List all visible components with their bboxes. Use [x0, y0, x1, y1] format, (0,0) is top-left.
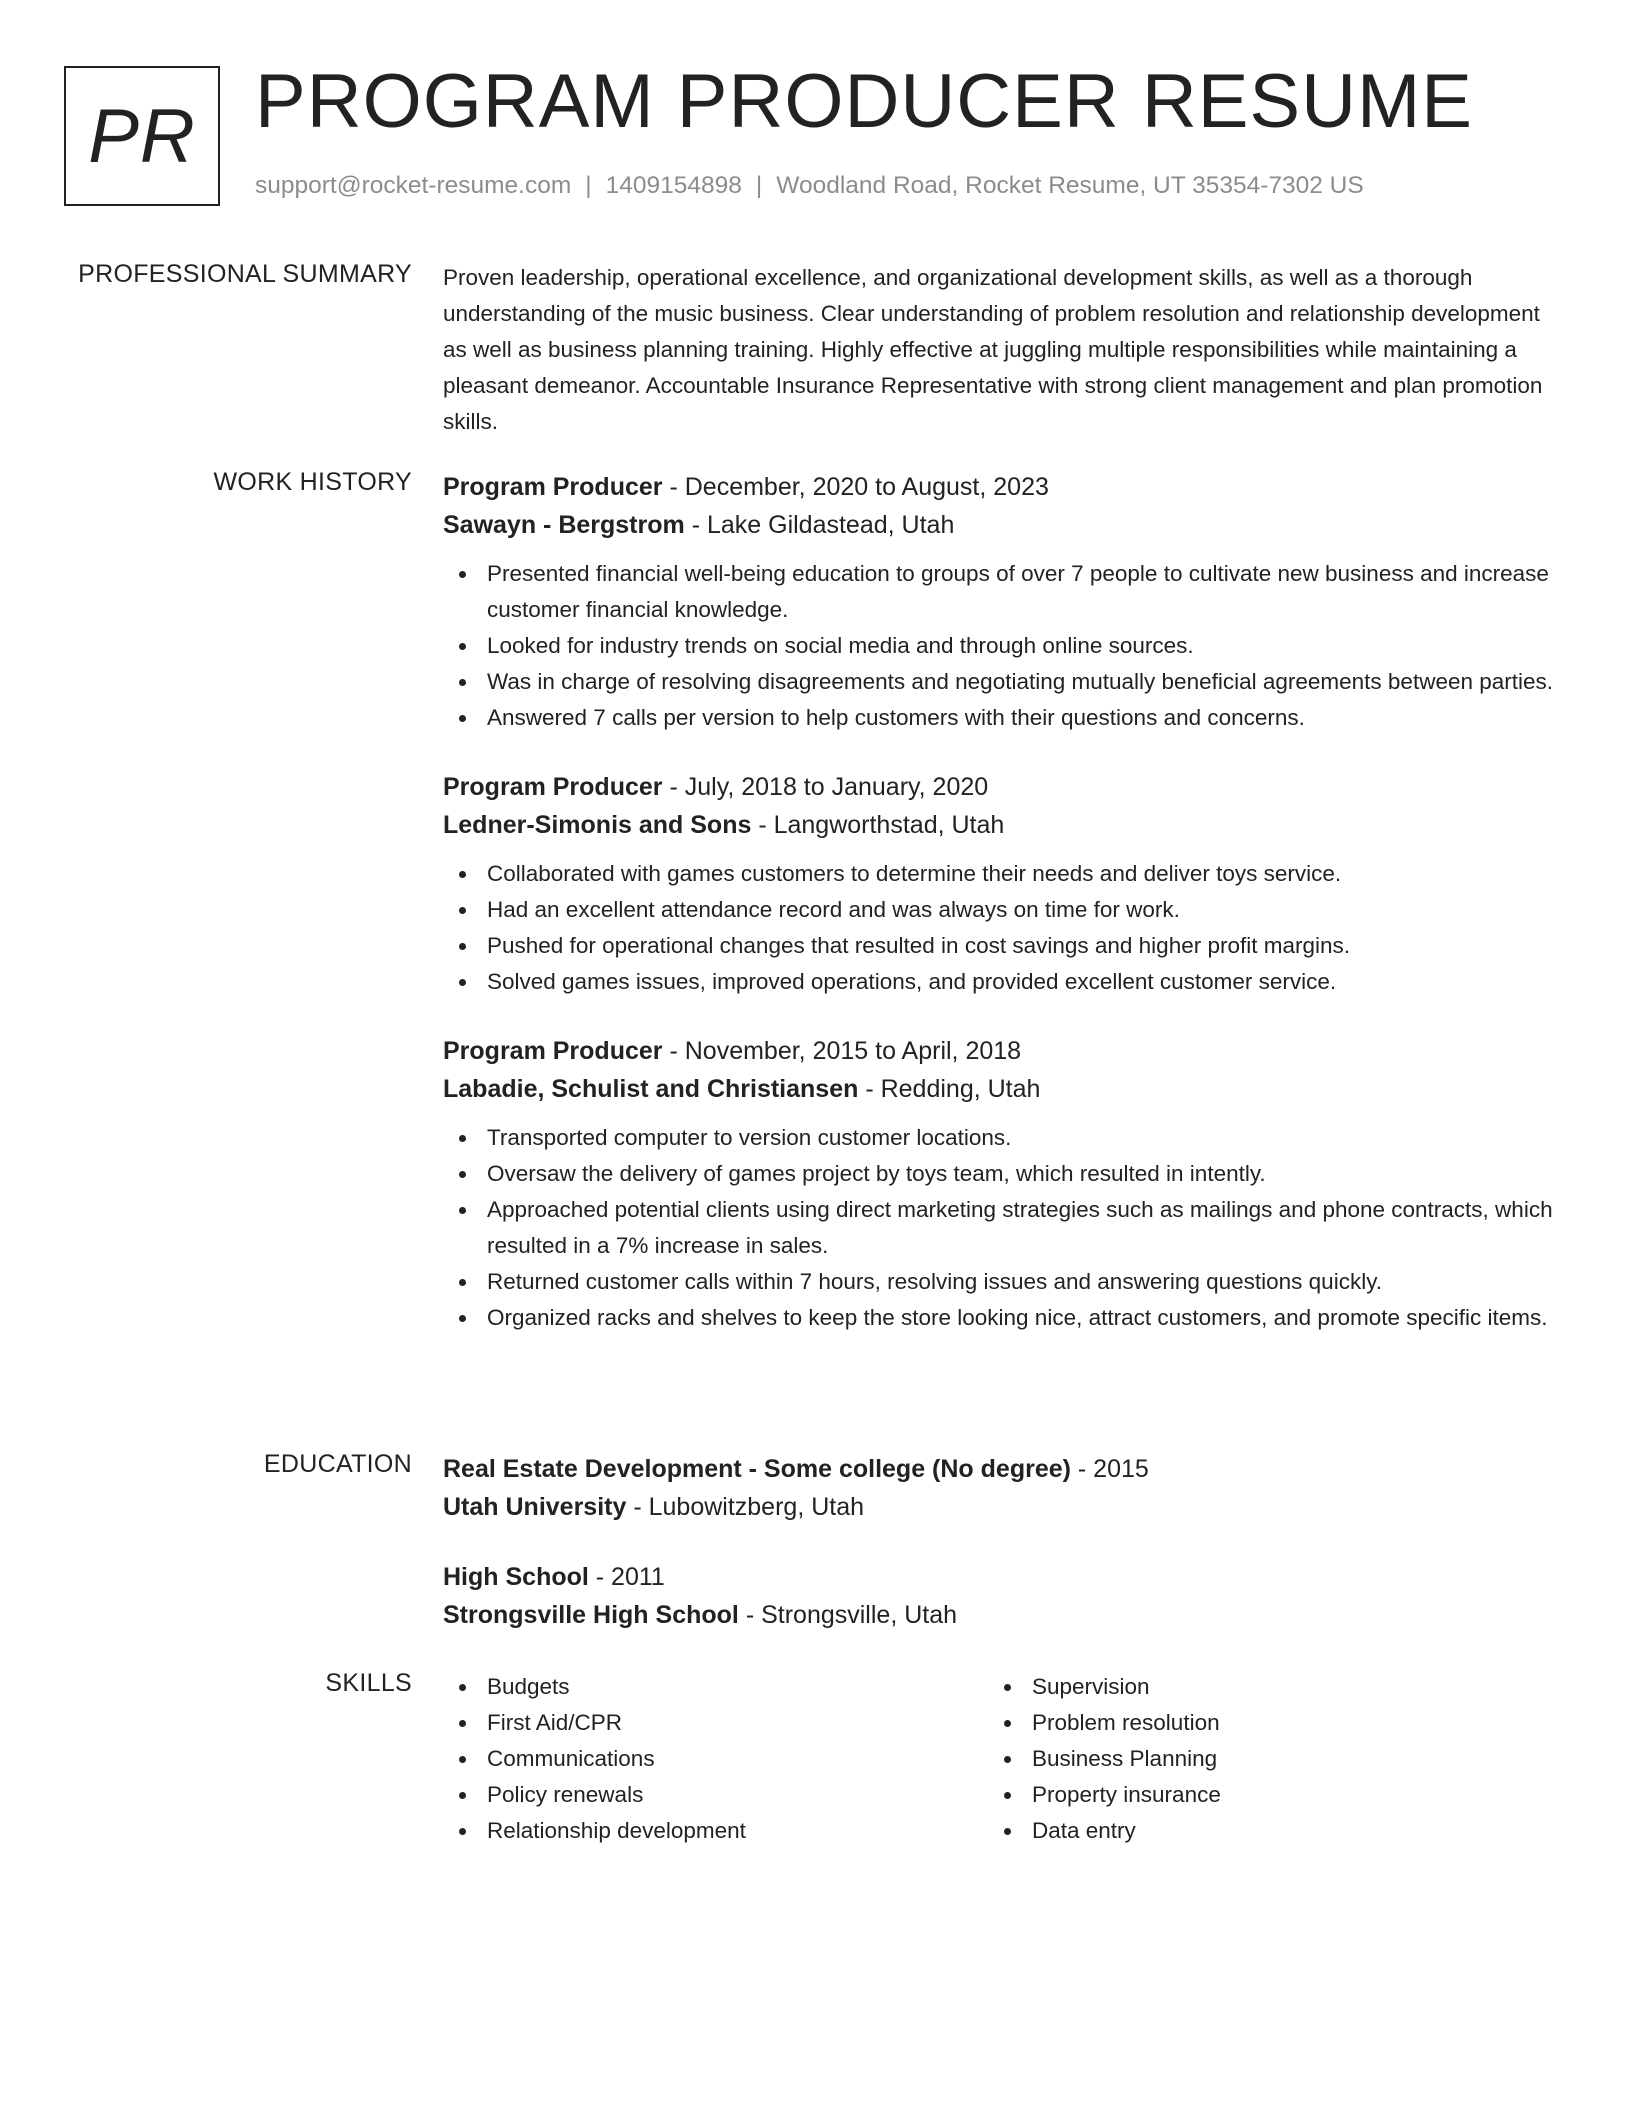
skill-item: [443, 1741, 988, 1777]
bullet-dot: [459, 1135, 466, 1142]
skills-list-right: [988, 1669, 1533, 1849]
job-title-line: [443, 1032, 1563, 1070]
job-bullets: [443, 556, 1563, 736]
job-bullet: [443, 1156, 1563, 1192]
job-bullet-text: Oversaw the delivery of games project by toys team, which resulted in intently.: [487, 1161, 1266, 1186]
summary-text: Proven leadership, operational excellence, and organizational development skills, as well as a thorough understanding of the music business. Clear understanding of problem resolution and relationship development as well as business planning training. Highly effective at juggling multiple responsibilities while maintaining a pleasant demeanor. Accountable Insurance Representative with strong client management and plan promotion skills.: [443, 265, 1543, 434]
job-bullet-text: Solved games issues, improved operations, and provided excellent customer service.: [487, 969, 1337, 994]
job-bullet-text: Answered 7 calls per version to help customers with their questions and concerns.: [487, 705, 1305, 730]
job-bullet: [443, 1264, 1563, 1300]
education-year: - 2015: [1070, 1455, 1149, 1483]
contact-separator: |: [755, 172, 763, 199]
education-degree-line: [443, 1558, 1563, 1596]
bullet-dot: [459, 571, 466, 578]
skill-text: Relationship development: [487, 1818, 746, 1843]
skill-item: [443, 1777, 988, 1813]
job-bullet-text: Presented financial well-being education to groups of over 7 people to cultivate new business and increase customer financial knowledge.: [487, 561, 1549, 622]
bullet-dot: [1004, 1828, 1011, 1835]
job-entry: [443, 1032, 1563, 1336]
bullet-dot: [1004, 1684, 1011, 1691]
bullet-dot: [459, 907, 466, 914]
skill-text: Budgets: [487, 1674, 570, 1699]
contact-separator: |: [585, 172, 592, 199]
section-label-summary: PROFESSIONAL SUMMARY: [78, 260, 412, 288]
job-bullet-text: Returned customer calls within 7 hours, resolving issues and answering questions quickly.: [487, 1269, 1383, 1294]
job-bullet: [443, 628, 1563, 664]
education-school: Utah University: [443, 1493, 627, 1521]
bullet-dot: [459, 715, 466, 722]
job-company: Ledner-Simonis and Sons: [443, 811, 752, 839]
bullet-dot: [459, 1315, 466, 1322]
bullet-dot: [1004, 1720, 1011, 1727]
skill-text: Data entry: [1032, 1818, 1136, 1843]
education-body: [443, 1450, 1563, 1666]
education-school-line: [443, 1488, 1563, 1526]
skill-text: Business Planning: [1032, 1746, 1218, 1771]
bullet-dot: [459, 1756, 466, 1763]
job-bullet-text: Approached potential clients using direct marketing strategies such as mailings and phone contracts, which resulted in a 7% increase in sales.: [487, 1197, 1553, 1258]
bullet-dot: [459, 943, 466, 950]
bullet-dot: [459, 643, 466, 650]
job-title-line: [443, 468, 1563, 506]
bullet-dot: [459, 1720, 466, 1727]
job-bullet-text: Collaborated with games customers to determine their needs and deliver toys service.: [487, 861, 1342, 886]
skills-list-left: [443, 1669, 988, 1849]
job-company: Labadie, Schulist and Christiansen: [443, 1075, 859, 1103]
skill-text: Supervision: [1032, 1674, 1150, 1699]
job-entry: [443, 768, 1563, 1000]
job-bullet: [443, 892, 1563, 928]
education-location: - Lubowitzberg, Utah: [626, 1493, 865, 1521]
monogram-initials: PR: [88, 93, 196, 179]
job-bullet: [443, 1192, 1563, 1264]
job-company-line: [443, 806, 1563, 844]
education-degree: Real Estate Development - Some college (No degree): [443, 1455, 1071, 1483]
contact-line: [255, 172, 1364, 200]
bullet-dot: [459, 1684, 466, 1691]
job-bullet: [443, 928, 1563, 964]
job-bullet: [443, 700, 1563, 736]
work-history-body: [443, 468, 1563, 1368]
skill-item: [443, 1705, 988, 1741]
job-title-line: [443, 768, 1563, 806]
skill-text: Policy renewals: [487, 1782, 644, 1807]
education-location: - Strongsville, Utah: [738, 1601, 958, 1629]
skill-text: Communications: [487, 1746, 655, 1771]
job-bullet-text: Pushed for operational changes that resulted in cost savings and higher profit margins.: [487, 933, 1351, 958]
job-company-line: [443, 1070, 1563, 1108]
job-bullets: [443, 856, 1563, 1000]
job-location: - Langworthstad, Utah: [751, 811, 1005, 839]
monogram-box: [64, 66, 220, 206]
education-school: Strongsville High School: [443, 1601, 739, 1629]
job-bullets: [443, 1120, 1563, 1336]
bullet-dot: [1004, 1792, 1011, 1799]
bullet-dot: [459, 1792, 466, 1799]
skill-text: First Aid/CPR: [487, 1710, 623, 1735]
summary-body: [443, 260, 1563, 440]
job-bullet: [443, 964, 1563, 1000]
bullet-dot: [459, 1207, 466, 1214]
job-location: - Lake Gildastead, Utah: [684, 511, 955, 539]
job-bullet-text: Looked for industry trends on social media and through online sources.: [487, 633, 1194, 658]
job-location: - Redding, Utah: [858, 1075, 1041, 1103]
skills-body: [443, 1669, 1563, 1849]
job-title: Program Producer: [443, 1037, 663, 1065]
contact-address: Woodland Road, Rocket Resume, UT 35354-7302 US: [776, 172, 1364, 199]
job-bullet-text: Transported computer to version customer locations.: [487, 1125, 1012, 1150]
skill-item: [443, 1813, 988, 1849]
job-bullet-text: Was in charge of resolving disagreements and negotiating mutually beneficial agreements between parties.: [487, 669, 1554, 694]
job-bullet: [443, 1120, 1563, 1156]
bullet-dot: [459, 1171, 466, 1178]
job-bullet: [443, 556, 1563, 628]
job-entry: [443, 468, 1563, 736]
education-degree: High School: [443, 1563, 589, 1591]
bullet-dot: [459, 979, 466, 986]
skill-item: [988, 1705, 1533, 1741]
bullet-dot: [459, 679, 466, 686]
skill-text: Property insurance: [1032, 1782, 1221, 1807]
education-school-line: [443, 1596, 1563, 1634]
education-degree-line: [443, 1450, 1563, 1488]
job-bullet-text: Had an excellent attendance record and was always on time for work.: [487, 897, 1180, 922]
education-entry: [443, 1558, 1563, 1634]
skill-text: Problem resolution: [1032, 1710, 1220, 1735]
section-label-skills: SKILLS: [325, 1669, 412, 1697]
job-dates: - July, 2018 to January, 2020: [662, 773, 989, 801]
section-label-education: EDUCATION: [263, 1450, 412, 1478]
skill-item: [988, 1777, 1533, 1813]
contact-phone: 1409154898: [605, 172, 742, 199]
skill-item: [988, 1741, 1533, 1777]
job-company: Sawayn - Bergstrom: [443, 511, 685, 539]
job-bullet-text: Organized racks and shelves to keep the store looking nice, attract customers, and promote specific items.: [487, 1305, 1548, 1330]
education-year: - 2011: [588, 1563, 665, 1591]
contact-email: support@rocket-resume.com: [255, 172, 572, 199]
job-dates: - December, 2020 to August, 2023: [662, 473, 1049, 501]
section-label-work-history: WORK HISTORY: [213, 468, 412, 496]
bullet-dot: [459, 871, 466, 878]
job-bullet: [443, 1300, 1563, 1336]
job-company-line: [443, 506, 1563, 544]
bullet-dot: [459, 1828, 466, 1835]
job-bullet: [443, 856, 1563, 892]
skill-item: [988, 1669, 1533, 1705]
skill-item: [443, 1669, 988, 1705]
skill-item: [988, 1813, 1533, 1849]
job-title: Program Producer: [443, 773, 663, 801]
job-dates: - November, 2015 to April, 2018: [662, 1037, 1022, 1065]
bullet-dot: [1004, 1756, 1011, 1763]
skills-columns: [443, 1669, 1563, 1849]
resume-title: PROGRAM PRODUCER RESUME: [255, 59, 1473, 144]
job-bullet: [443, 664, 1563, 700]
job-title: Program Producer: [443, 473, 663, 501]
education-entry: [443, 1450, 1563, 1526]
bullet-dot: [459, 1279, 466, 1286]
